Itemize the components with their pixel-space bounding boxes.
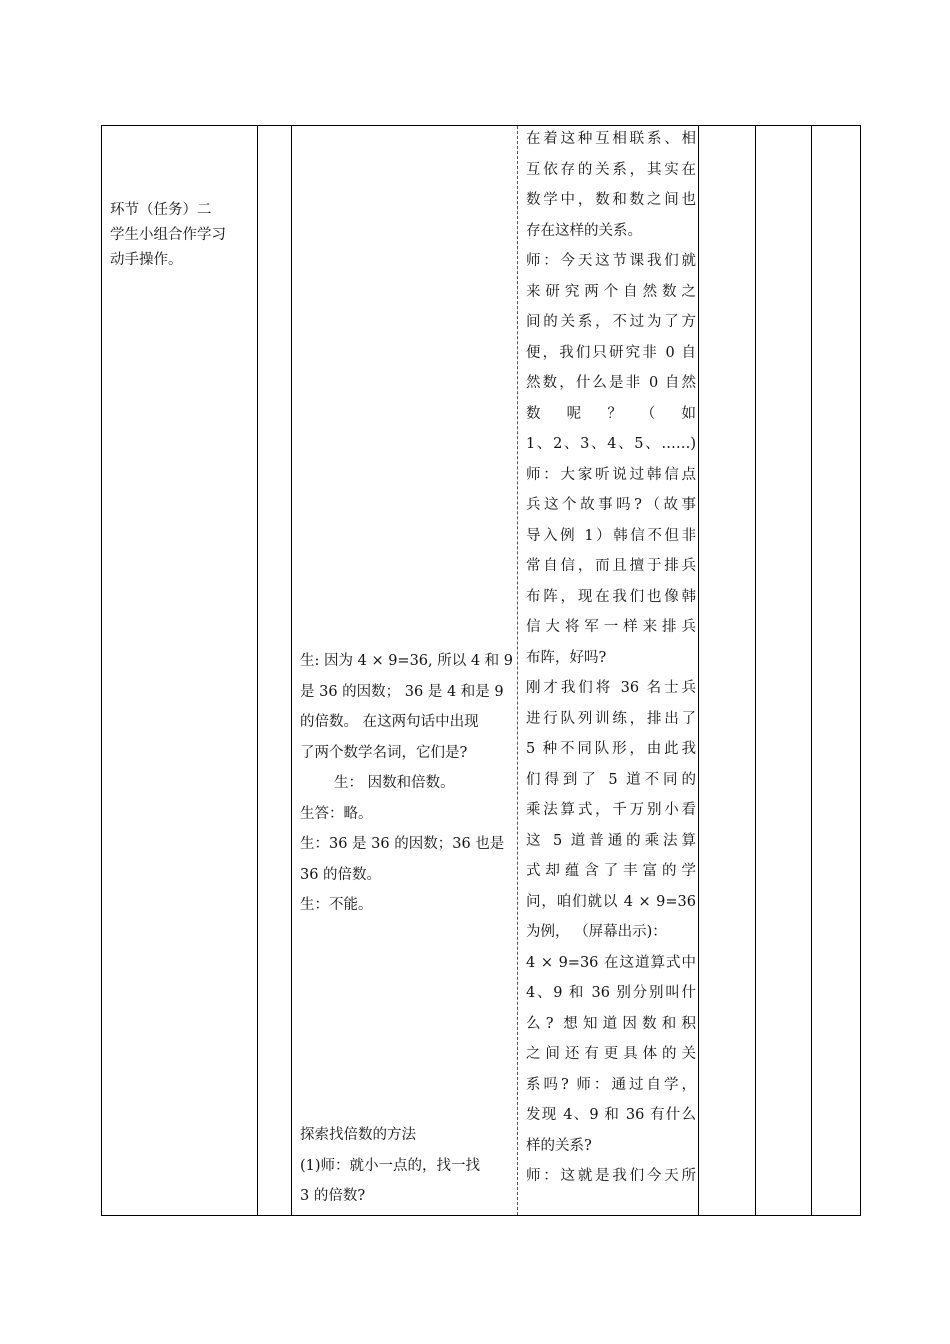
student-line: 生: 因为 4 × 9=36, 所以 4 和 9 (300, 653, 514, 669)
teacher-line: 5 种不同队形，由此我 (526, 741, 696, 757)
student-line: 3 的倍数? (300, 1188, 366, 1204)
section-cell (110, 198, 258, 273)
section-line: 环节（任务）二 (110, 202, 212, 218)
teacher-line: 4 × 9=36 在这道算式中 (526, 954, 696, 971)
teacher-line: 来研究两个自然数之 (526, 283, 696, 300)
teacher-activity-cell (526, 124, 696, 1192)
student-line: 生：不能。 (300, 897, 373, 913)
teacher-line: 乘法算式，千万别小看 (526, 802, 696, 818)
teacher-line: 导入例 1）韩信不但非 (526, 527, 696, 544)
teacher-line: 互依存的关系，其实在 (526, 161, 696, 178)
teacher-line: 进行队列训练，排出了 (526, 710, 696, 727)
column-divider (698, 126, 699, 1215)
column-divider (257, 126, 258, 1215)
section-line: 学生小组合作学习 (110, 227, 226, 243)
teacher-line: 然数，什么是非 0 自然 (526, 375, 696, 391)
column-divider (291, 126, 292, 1215)
column-divider (811, 126, 812, 1215)
teacher-line: 1、2、3、4、5、……) (526, 436, 696, 452)
section-line: 动手操作。 (110, 252, 183, 268)
teacher-line: 这 5 道普通的乘法算 (526, 832, 696, 849)
teacher-line: 便，我们只研究非 0 自 (526, 344, 696, 361)
student-line: 生：36 是 36 的因数；36 也是 (300, 836, 505, 852)
teacher-line: 问，咱们就以 4 × 9=36 (526, 893, 696, 910)
student-line: 36 的倍数。 (300, 866, 382, 883)
teacher-line: 么? 想知道因数和积 (526, 1015, 696, 1032)
teacher-line: 间的关系，不过为了方 (526, 314, 696, 330)
teacher-line: 4、9 和 36 别分别叫什 (526, 985, 696, 1001)
student-line: 生： 因数和倍数。 (334, 775, 455, 791)
lesson-table (101, 125, 861, 1216)
teacher-line: 系吗? 师：通过自学， (526, 1076, 696, 1093)
teacher-line: 们得到了 5 道不同的 (526, 771, 696, 788)
student-line: 了两个数学名词，它们是? (300, 744, 468, 761)
teacher-line: 常自信，而且擅于排兵 (526, 558, 696, 574)
teacher-line: 师：今天这节课我们就 (526, 253, 696, 269)
teacher-line: 为例， （屏幕出示)： (526, 924, 667, 940)
student-method-cell (300, 1120, 512, 1212)
teacher-line: 之间还有更具体的关 (526, 1046, 696, 1062)
teacher-line: 师：大家听说过韩信点 (526, 466, 696, 483)
teacher-line: 兵这个故事吗?（故事 (526, 497, 696, 513)
student-activity-cell (300, 646, 512, 921)
student-line: (1)师：就小一点的，找一找 (300, 1157, 481, 1174)
student-line: 是 36 的因数； 36 是 4 和是 9 (300, 683, 504, 700)
column-divider (755, 126, 756, 1215)
teacher-line: 式却蕴含了丰富的学 (526, 863, 696, 879)
teacher-line: 发现 4、9 和 36 有什么 (526, 1107, 696, 1123)
student-line: 探索找倍数的方法 (300, 1127, 416, 1143)
teacher-line: 数学中，数和数之间也 (526, 192, 696, 208)
teacher-line: 样的关系? (526, 1137, 592, 1154)
teacher-line: 布阵，现在我们也像韩 (526, 588, 696, 605)
teacher-line: 布阵，好吗? (526, 649, 607, 666)
teacher-line: 刚才我们将 36 名士兵 (526, 680, 696, 696)
student-line: 生答：略。 (300, 805, 373, 822)
teacher-line: 存在这样的关系。 (526, 222, 642, 239)
teacher-line: 在着这种互相联系、相 (526, 131, 696, 147)
teacher-line: 数 呢 ？ （ 如 (526, 405, 696, 422)
student-line: 的倍数。 在这两句话中出现 (300, 714, 479, 730)
column-divider-dashed (517, 126, 518, 1215)
teacher-line: 师：这就是我们今天所 (526, 1168, 696, 1184)
teacher-line: 信大将军一样来排兵 (526, 619, 696, 635)
